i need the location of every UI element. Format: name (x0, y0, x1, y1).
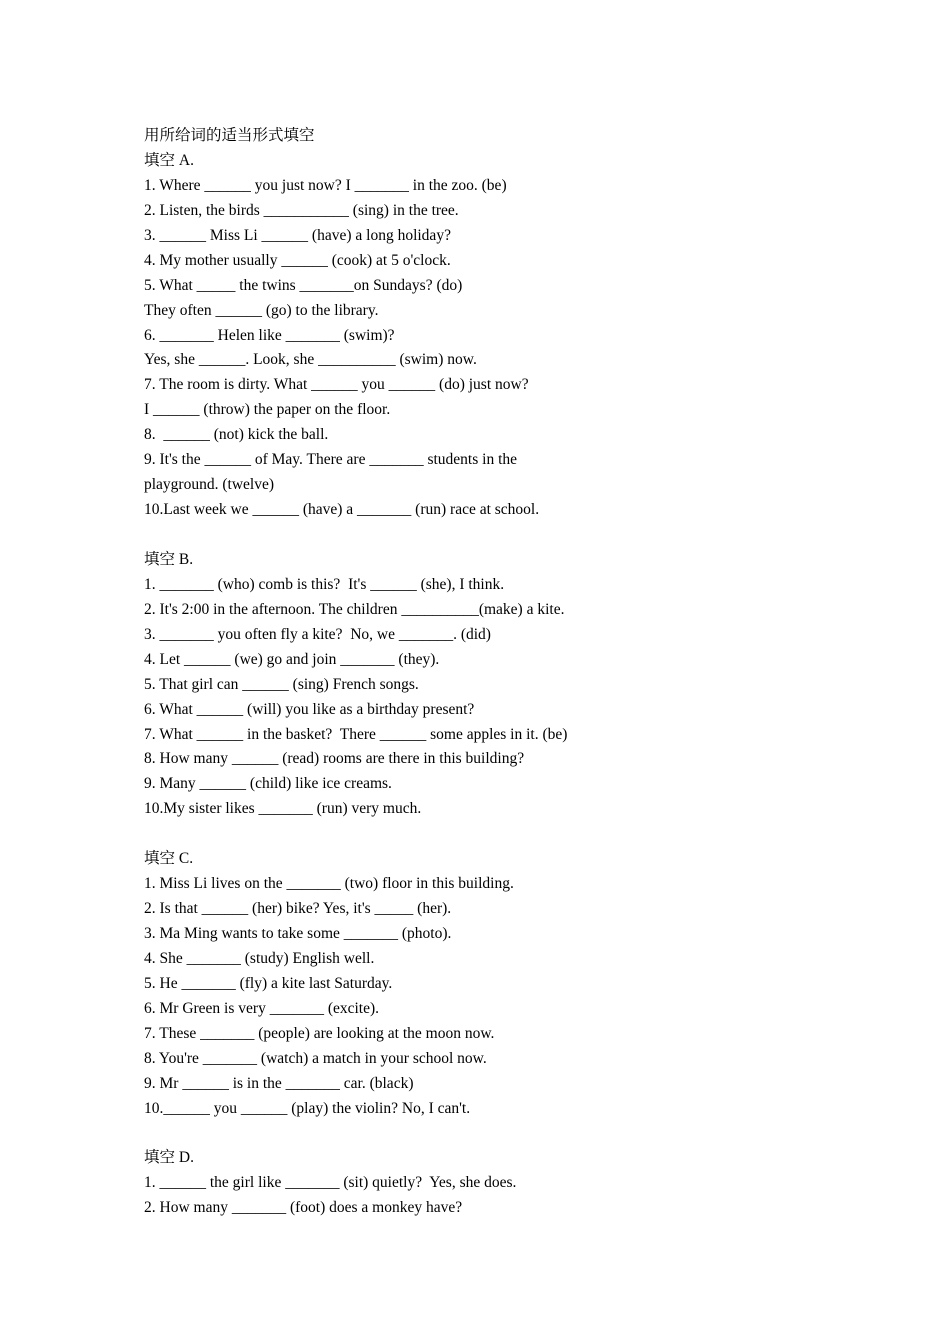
exercise-line: 3. _______ you often fly a kite? No, we _______. (did) (144, 625, 491, 643)
exercise-line: 6. _______ Helen like _______ (swim)? (144, 326, 395, 344)
exercise-line: 4. She _______ (study) English well. (144, 949, 375, 967)
section-d (144, 1146, 844, 1221)
document-title: 用所给词的适当形式填空 (144, 127, 315, 144)
exercise-line: 10.My sister likes _______ (run) very much. (144, 800, 422, 818)
exercise-line: 1. _______ (who) comb is this? It's ______ (she), I think. (144, 575, 505, 593)
section-heading: 填空 B. (144, 550, 194, 568)
exercise-line: 2. Is that ______ (her) bike? Yes, it's _____ (her). (144, 900, 452, 918)
exercise-line: 10.Last week we ______ (have) a _______ (run) race at school. (144, 501, 540, 519)
exercise-line: 3. Ma Ming wants to take some _______ (photo). (144, 925, 452, 942)
section-spacer (144, 523, 844, 548)
section-heading: 填空 C. (144, 850, 194, 868)
exercise-line: 5. He _______ (fly) a kite last Saturday. (144, 974, 393, 992)
exercise-line: 6. What ______ (will) you like as a birthday present? (144, 700, 475, 718)
section-heading: 填空 D. (144, 1149, 194, 1167)
exercise-line: 9. Many ______ (child) like ice creams. (144, 775, 392, 793)
exercise-line: 5. That girl can ______ (sing) French songs. (144, 675, 419, 693)
exercise-line: 8. ______ (not) kick the ball. (144, 426, 329, 444)
exercise-line: 9. It's the ______ of May. There are _______ students in the (144, 451, 517, 469)
exercise-line: They often ______ (go) to the library. (144, 301, 379, 319)
exercise-line: playground. (twelve) (144, 476, 274, 494)
exercise-line: 10.______ you ______ (play) the violin? No, I can't. (144, 1099, 471, 1117)
exercise-line: Yes, she ______. Look, she __________ (swim) now. (144, 351, 477, 369)
exercise-line: I ______ (throw) the paper on the floor. (144, 401, 391, 419)
exercise-line: 8. You're _______ (watch) a match in your school now. (144, 1049, 487, 1067)
exercise-line: 2. It's 2:00 in the afternoon. The children __________(make) a kite. (144, 600, 565, 618)
exercise-line: 1. ______ the girl like _______ (sit) quietly? Yes, she does. (144, 1174, 517, 1192)
exercise-line: 2. Listen, the birds ___________ (sing) in the tree. (144, 201, 459, 219)
section-a (144, 149, 844, 523)
exercise-line: 4. My mother usually ______ (cook) at 5 o'clock. (144, 251, 451, 269)
section-heading: 填空 A. (144, 151, 194, 169)
exercise-line: 9. Mr ______ is in the _______ car. (black) (144, 1074, 414, 1092)
exercise-line: 8. How many ______ (read) rooms are there in this building? (144, 750, 525, 768)
section-spacer (144, 822, 844, 847)
exercise-line: 1. Where ______ you just now? I _______ in the zoo. (be) (144, 176, 507, 194)
exercise-line: 7. These _______ (people) are looking at the moon now. (144, 1024, 495, 1042)
exercise-line: 1. Miss Li lives on the _______ (two) floor in this building. (144, 875, 514, 893)
exercise-line: 7. What ______ in the basket? There ______ some apples in it. (be) (144, 725, 568, 743)
section-spacer (144, 1122, 844, 1147)
exercise-line: 6. Mr Green is very _______ (excite). (144, 999, 380, 1017)
section-c (144, 847, 844, 1121)
document-page (144, 124, 844, 1221)
exercise-line: 7. The room is dirty. What ______ you ______ (do) just now? (144, 376, 529, 394)
exercise-line: 5. What _____ the twins _______on Sundays? (do) (144, 276, 463, 294)
exercise-line: 3. ______ Miss Li ______ (have) a long holiday? (144, 226, 451, 244)
section-b (144, 548, 844, 822)
exercise-line: 2. How many _______ (foot) does a monkey have? (144, 1199, 463, 1217)
exercise-line: 4. Let ______ (we) go and join _______ (they). (144, 650, 440, 668)
